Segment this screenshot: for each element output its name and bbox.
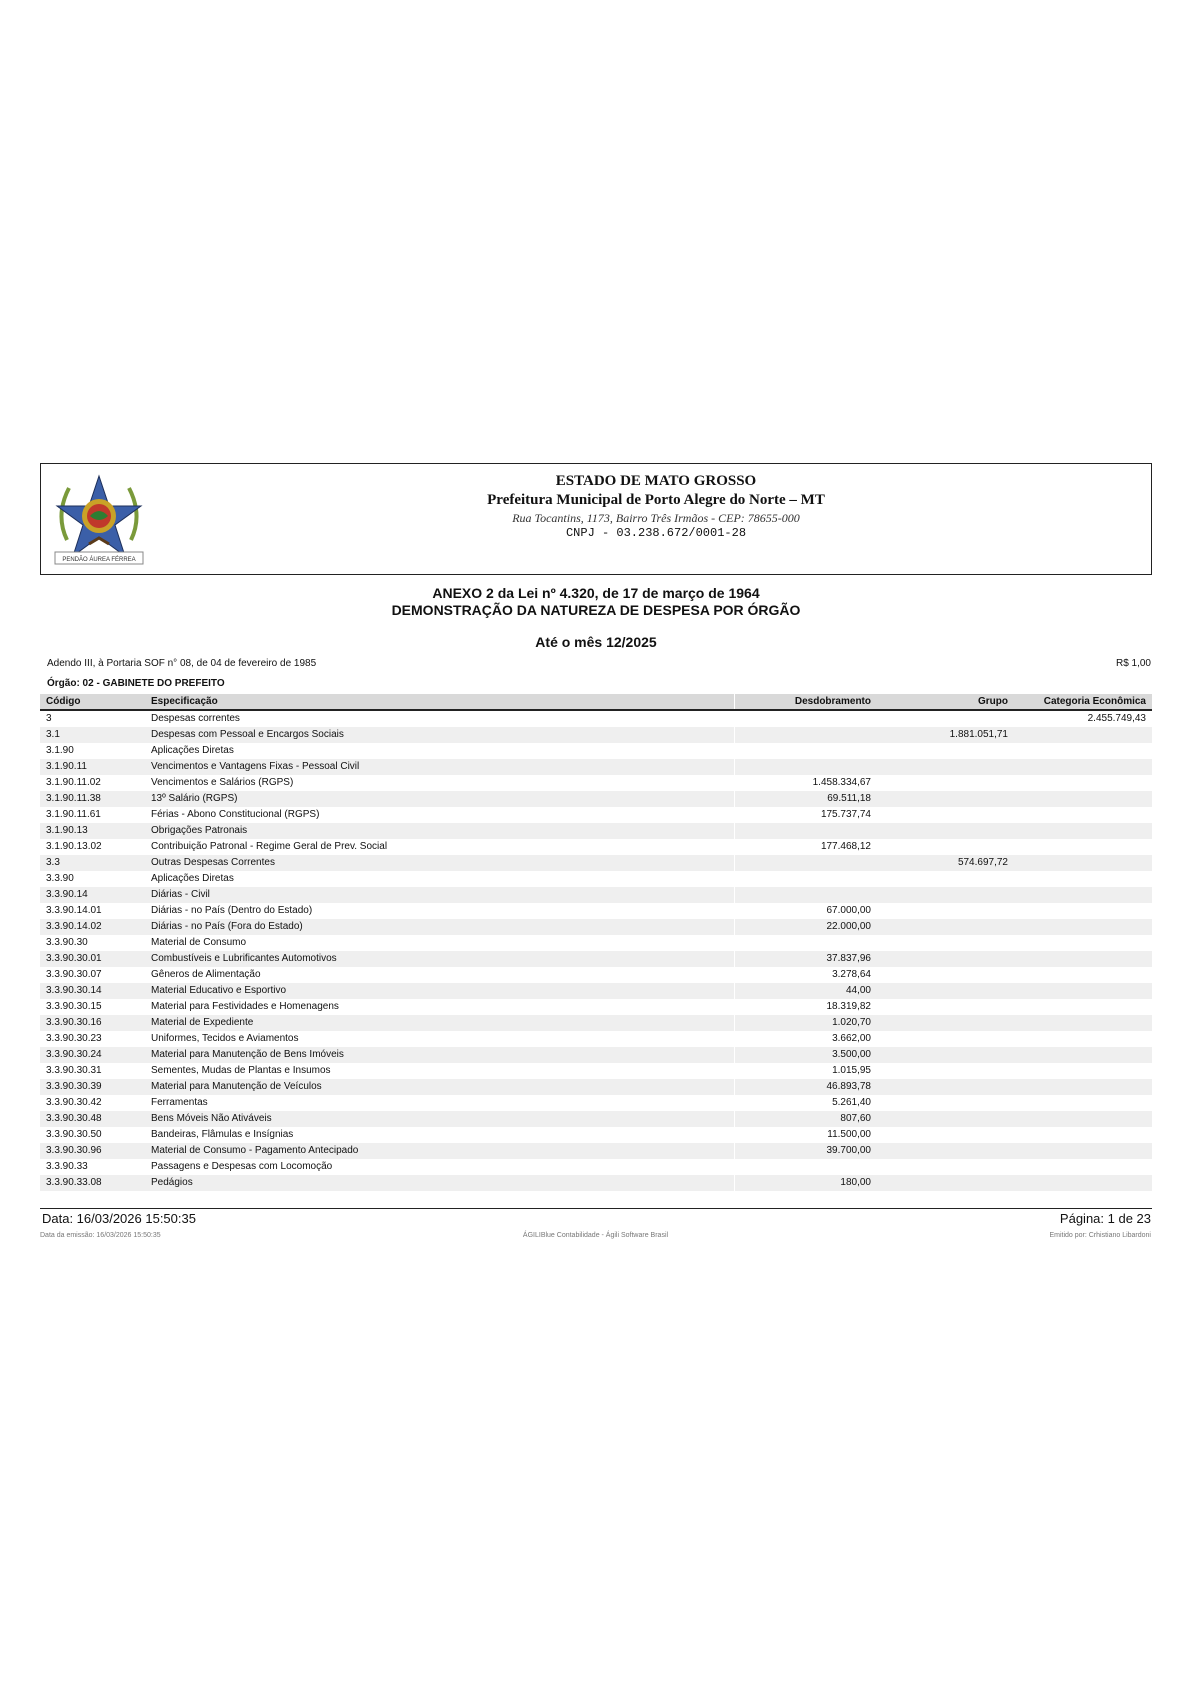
cell-codigo: 3.3.90.33 [46,1161,88,1172]
cell-categoria [1014,1079,1152,1095]
cell-codigo: 3.1.90.11.61 [46,809,101,820]
cell-codigo: 3.1.90.11.38 [40,791,145,807]
cell-codigo: 3.1.90.11 [40,759,145,775]
cell-grupo [877,983,1014,999]
footer-divider [40,1208,1152,1209]
cell-grupo [877,935,1014,951]
cell-grupo [877,903,1014,919]
cell-codigo: 3.3 [40,855,145,871]
cell-categoria [1014,1127,1152,1143]
cell-desdobramento [735,887,878,903]
cell-desdobramento: 1.015,95 [735,1063,878,1079]
cell-grupo [877,999,1014,1015]
cell-especificacao: Pedágios [145,1175,735,1191]
cell-especificacao: Material para Manutenção de Veículos [145,1079,735,1095]
cell-codigo: 3.3.90.30 [46,937,88,948]
cell-especificacao: Despesas correntes [151,713,240,724]
table-row [40,1015,1152,1031]
cell-especificacao: Combustíveis e Lubrificantes Automotivos [145,951,735,967]
cell-grupo [877,1143,1014,1159]
cell-categoria [1014,887,1152,903]
cell-desdobramento: 69.511,18 [735,791,878,807]
cell-categoria [1014,743,1152,759]
cell-grupo [877,743,1014,759]
cell-desdobramento [735,855,878,871]
cell-codigo: 3.3.90.33.08 [40,1175,145,1191]
cell-desdobramento: 67.000,00 [735,903,878,919]
cnpj: CNPJ - 03.238.672/0001-28 [565,526,747,540]
header-codigo: Código [40,694,145,710]
table-row [40,1111,1152,1127]
table-row [40,791,1152,807]
emitted-by: Emitido por: Crhistiano Libardoni [1049,1232,1151,1239]
cell-especificacao: 13º Salário (RGPS) [145,791,735,807]
table-body [40,710,1152,1191]
table-row [40,951,1152,967]
orgao-label: Órgão: 02 - GABINETE DO PREFEITO [47,678,225,689]
cell-codigo: 3.3.90.30.07 [46,969,102,980]
cell-codigo: 3.1 [40,727,145,743]
state-name: ESTADO DE MATO GROSSO [555,473,757,489]
cell-codigo: 3.3.90 [46,873,74,884]
cell-categoria [1014,967,1152,983]
cell-desdobramento: 3.662,00 [735,1031,878,1047]
table-row [40,1095,1152,1111]
cell-desdobramento [735,710,878,727]
cell-categoria [1014,1095,1152,1111]
table-row [40,743,1152,759]
cell-desdobramento: 22.000,00 [735,919,878,935]
cell-grupo [877,791,1014,807]
table-row [40,807,1152,823]
cell-codigo: 3.1.90.13.02 [46,841,102,852]
cell-categoria [1014,759,1152,775]
cell-categoria [1014,1031,1152,1047]
cell-desdobramento: 44,00 [735,983,878,999]
cell-desdobramento: 37.837,96 [735,951,878,967]
cell-grupo [877,951,1014,967]
currency-unit: R$ 1,00 [1115,658,1151,669]
table-row [40,903,1152,919]
cell-categoria [1014,1159,1152,1175]
cell-grupo [877,839,1014,855]
cell-especificacao: Material de Consumo - Pagamento Antecipado [145,1143,735,1159]
letterhead [40,463,1152,575]
cell-categoria [1014,807,1152,823]
table-row [40,999,1152,1015]
table-row [40,759,1152,775]
table-row [40,855,1152,871]
table-row [40,1143,1152,1159]
cell-codigo: 3.3.90.14 [40,887,145,903]
period-title: Até o mês 12/2025 [535,634,657,650]
cell-codigo: 3.1.90.13 [40,823,145,839]
cell-grupo [877,1079,1014,1095]
header-especificacao: Especificação [145,694,735,710]
cell-categoria [1014,727,1152,743]
cell-especificacao: Despesas com Pessoal e Encargos Sociais [145,727,735,743]
cell-especificacao: Outras Despesas Correntes [145,855,735,871]
table-row [40,775,1152,791]
cell-especificacao: Gêneros de Alimentação [151,969,261,980]
table-header-row [40,694,1152,710]
cell-especificacao: Material para Festividades e Homenagens [151,1001,339,1012]
cell-categoria [1014,919,1152,935]
cell-categoria [1014,839,1152,855]
cell-grupo [877,1063,1014,1079]
header-desdobramento: Desdobramento [735,694,878,710]
cell-codigo: 3.3.90.30.42 [46,1097,102,1108]
cell-categoria: 2.455.749,43 [1087,713,1146,724]
table-row [40,871,1152,887]
cell-codigo: 3.1.90.11.02 [46,777,101,788]
cell-codigo: 3.3.90.30.96 [40,1143,145,1159]
cell-categoria [1014,871,1152,887]
cell-desdobramento: 177.468,12 [735,839,878,855]
cell-especificacao: Férias - Abono Constitucional (RGPS) [151,809,320,820]
table-row [40,1063,1152,1079]
table-row [40,983,1152,999]
cell-grupo [877,807,1014,823]
cell-categoria [1014,1143,1152,1159]
cell-especificacao: Sementes, Mudas de Plantas e Insumos [151,1065,331,1076]
table-row [40,1127,1152,1143]
cell-codigo: 3.3.90.14.01 [46,905,102,916]
cell-especificacao: Bens Móveis Não Ativáveis [145,1111,735,1127]
cell-grupo [877,775,1014,791]
table-row [40,1031,1152,1047]
cell-grupo [877,887,1014,903]
cell-grupo: 1.881.051,71 [877,727,1014,743]
expense-table [40,694,1152,1191]
cell-codigo: 3 [46,713,52,724]
cell-grupo [877,1095,1014,1111]
cell-desdobramento [735,759,878,775]
cell-categoria [1014,983,1152,999]
cell-categoria [1014,951,1152,967]
cell-categoria [1014,935,1152,951]
cell-codigo: 3.3.90.30.16 [40,1015,145,1031]
cell-desdobramento: 1.020,70 [735,1015,878,1031]
cell-grupo [877,710,1014,727]
adendo-note: Adendo III, à Portaria SOF n° 08, de 04 de fevereiro de 1985 [47,658,317,669]
header-grupo: Grupo [877,694,1014,710]
cell-grupo [877,1127,1014,1143]
emission-date: Data da emissão: 16/03/2026 15:50:35 [40,1232,161,1239]
cell-especificacao: Contribuição Patronal - Regime Geral de Prev. Social [151,841,388,852]
cell-desdobramento: 175.737,74 [735,807,878,823]
cell-categoria [1014,1047,1152,1063]
cell-especificacao: Aplicações Diretas [151,745,234,756]
table-row [40,919,1152,935]
cell-codigo: 3.3.90.30.31 [46,1065,102,1076]
cell-especificacao: Material para Manutenção de Bens Imóveis [145,1047,735,1063]
cell-especificacao: Passagens e Despesas com Locomoção [151,1161,333,1172]
cell-grupo [877,1159,1014,1175]
address: Rua Tocantins, 1173, Bairro Três Irmãos - CEP: 78655-000 [512,511,800,525]
cell-grupo [877,1015,1014,1031]
table-row [40,967,1152,983]
cell-codigo: 3.3.90.30.24 [40,1047,145,1063]
cell-codigo: 3.3.90.14.02 [40,919,145,935]
cell-especificacao: Material Educativo e Esportivo [145,983,735,999]
header-categoria-economica: Categoria Econômica [1014,694,1152,710]
cell-grupo [877,1047,1014,1063]
prefeitura-name: Prefeitura Municipal de Porto Alegre do Norte – MT [487,492,825,508]
cell-desdobramento: 39.700,00 [735,1143,878,1159]
cell-especificacao: Diárias - no País (Fora do Estado) [145,919,735,935]
table-row [40,823,1152,839]
cell-codigo: 3.3.90.30.39 [40,1079,145,1095]
cell-codigo: 3.3.90.30.48 [40,1111,145,1127]
table-row [40,1079,1152,1095]
table-row [40,727,1152,743]
cell-especificacao: Material de Expediente [145,1015,735,1031]
cell-grupo [877,759,1014,775]
cell-desdobramento: 3.500,00 [735,1047,878,1063]
statement-title: DEMONSTRAÇÃO DA NATUREZA DE DESPESA POR ÓRGÃO [391,602,801,618]
cell-desdobramento: 3.278,64 [735,967,878,983]
cell-especificacao: Material de Consumo [151,937,247,948]
cell-categoria [1014,903,1152,919]
cell-codigo: 3.1.90 [46,745,74,756]
cell-desdobramento [735,743,878,759]
footer-date: Data: 16/03/2026 15:50:35 [42,1211,196,1226]
table-row [40,1047,1152,1063]
cell-desdobramento: 5.261,40 [735,1095,878,1111]
cell-especificacao: Vencimentos e Vantagens Fixas - Pessoal Civil [145,759,735,775]
table-row [40,839,1152,855]
table-row [40,710,1152,727]
cell-desdobramento [735,727,878,743]
cell-grupo [877,919,1014,935]
cell-desdobramento [735,871,878,887]
cell-categoria [1014,791,1152,807]
table-row [40,935,1152,951]
footer-page-number: Página: 1 de 23 [1059,1211,1151,1226]
cell-grupo [877,823,1014,839]
software-credit: ÁGILIBlue Contabilidade - Ágili Software Brasil [522,1232,669,1239]
cell-codigo: 3.3.90.30.23 [46,1033,102,1044]
cell-desdobramento [735,1159,878,1175]
cell-desdobramento: 1.458.334,67 [735,775,878,791]
cell-categoria [1014,855,1152,871]
cell-grupo [877,871,1014,887]
svg-text:PENDÃO ÁUREA FÉRREA: PENDÃO ÁUREA FÉRREA [62,557,136,563]
cell-desdobramento: 11.500,00 [735,1127,878,1143]
cell-grupo [877,1111,1014,1127]
cell-categoria [1014,1063,1152,1079]
cell-codigo: 3.3.90.30.50 [46,1129,102,1140]
cell-categoria [1014,1015,1152,1031]
cell-codigo: 3.3.90.30.15 [46,1001,102,1012]
table-row [40,1159,1152,1175]
cell-categoria [1014,775,1152,791]
cell-desdobramento: 18.319,82 [735,999,878,1015]
table-row [40,887,1152,903]
table-row [40,1175,1152,1191]
cell-categoria [1014,1175,1152,1191]
cell-desdobramento: 46.893,78 [735,1079,878,1095]
cell-especificacao: Uniformes, Tecidos e Aviamentos [151,1033,299,1044]
cell-grupo [877,1175,1014,1191]
cell-desdobramento [735,823,878,839]
cell-grupo: 574.697,72 [877,855,1014,871]
cell-especificacao: Diárias - no País (Dentro do Estado) [151,905,313,916]
cell-grupo [877,967,1014,983]
cell-codigo: 3.3.90.30.01 [40,951,145,967]
cell-desdobramento: 807,60 [735,1111,878,1127]
cell-especificacao: Vencimentos e Salários (RGPS) [151,777,294,788]
cell-categoria [1014,823,1152,839]
cell-especificacao: Ferramentas [151,1097,208,1108]
cell-especificacao: Aplicações Diretas [151,873,234,884]
annex-title: ANEXO 2 da Lei nº 4.320, de 17 de março de 1964 [432,585,760,601]
cell-codigo: 3.3.90.30.14 [40,983,145,999]
cell-especificacao: Obrigações Patronais [145,823,735,839]
cell-especificacao: Diárias - Civil [145,887,735,903]
cell-categoria [1014,1111,1152,1127]
cell-categoria [1014,999,1152,1015]
cell-especificacao: Bandeiras, Flâmulas e Insígnias [151,1129,294,1140]
cell-grupo [877,1031,1014,1047]
cell-desdobramento: 180,00 [735,1175,878,1191]
cell-desdobramento [735,935,878,951]
